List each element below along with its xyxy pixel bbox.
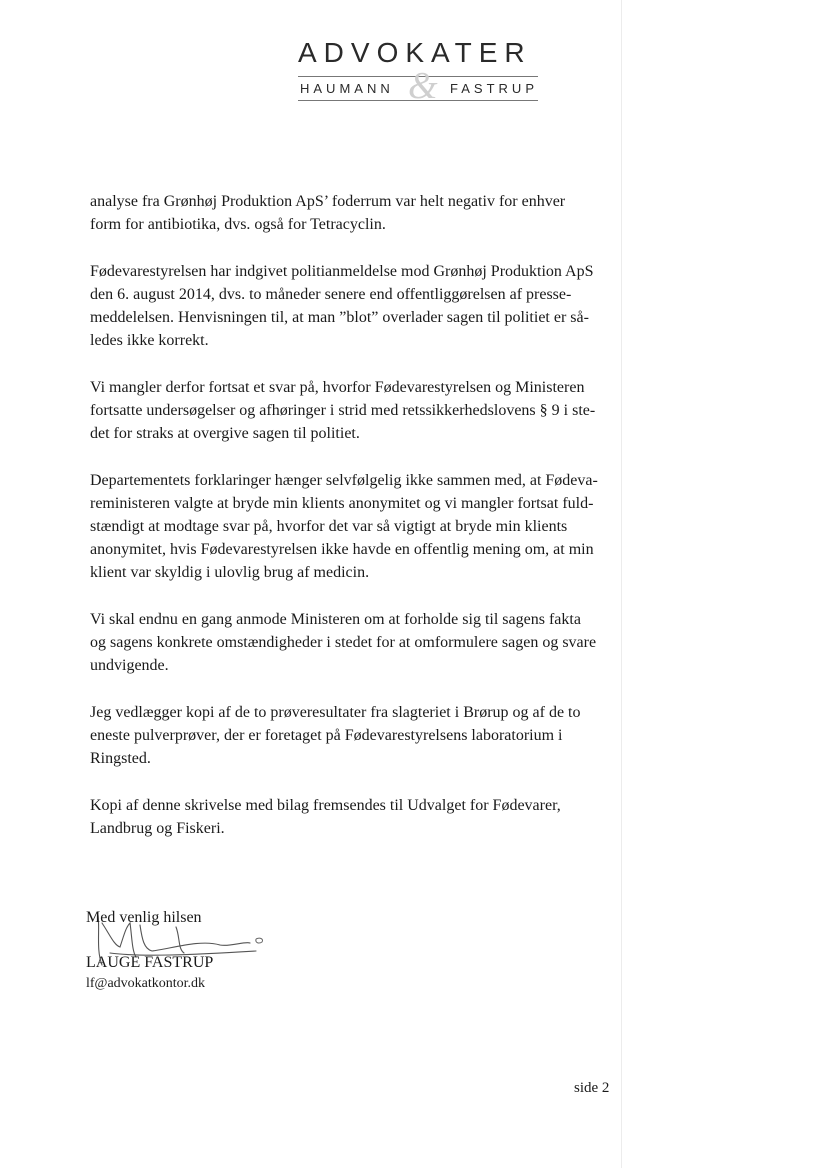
paragraph-line: Vi skal endnu en gang anmode Ministeren om at forholde sig til sagens fakta — [90, 611, 581, 628]
paragraph-line: Ringsted. — [90, 750, 151, 767]
paragraph-line: det for straks at overgive sagen til politiet. — [90, 425, 360, 442]
paragraph-line: fortsatte undersøgelser og afhøringer i strid med retssikkerhedslovens § 9 i ste- — [90, 402, 596, 419]
letterhead — [298, 36, 538, 106]
paragraph — [90, 701, 620, 770]
page-edge-shadow — [621, 0, 622, 1168]
sender-name: LAUGE FASTRUP — [86, 954, 214, 971]
paragraph-line: analyse fra Grønhøj Produktion ApS’ foderrum var helt negativ for enhver — [90, 193, 566, 210]
paragraph-line: eneste pulverprøver, der er foretaget på Fødevarestyrelsens laboratorium i — [90, 727, 563, 744]
paragraph — [90, 260, 620, 352]
paragraph-line: Departementets forklaringer hænger selvfølgelig ikke sammen med, at Fødeva- — [90, 472, 598, 489]
page-number: side 2 — [574, 1080, 610, 1096]
paragraph-line: klient var skyldig i ulovlig brug af medicin. — [90, 564, 370, 581]
paragraph-line: meddelelsen. Henvisningen til, at man ”blot” overlader sagen til politiet er så- — [90, 309, 589, 326]
letter-closing — [86, 906, 213, 994]
paragraph — [90, 794, 620, 840]
letterhead-ampersand: & — [408, 65, 438, 107]
paragraph-line: anonymitet, hvis Fødevarestyrelsen ikke havde en offentlig mening om, at min — [90, 541, 594, 558]
letterhead-name-right: FASTRUP — [450, 81, 538, 96]
letterhead-name-left: HAUMANN — [300, 81, 394, 96]
paragraph-line: Landbrug og Fiskeri. — [90, 820, 225, 837]
paragraph-line: Fødevarestyrelsen har indgivet politianmeldelse mod Grønhøj Produktion ApS — [90, 263, 594, 280]
sender-email: lf@advokatkontor.dk — [86, 976, 206, 991]
paragraph-line: og sagens konkrete omstændigheder i stedet for at omformulere sagen og svare — [90, 634, 597, 651]
paragraph-line: ledes ikke korrekt. — [90, 332, 209, 349]
paragraph-line: Kopi af denne skrivelse med bilag fremsendes til Udvalget for Fødevarer, — [90, 797, 561, 814]
paragraph — [90, 190, 620, 236]
paragraph-line: reministeren valgte at bryde min klients anonymitet og vi mangler fortsat fuld- — [90, 495, 594, 512]
paragraph — [90, 608, 620, 677]
paragraph-line: stændigt at modtage svar på, hvorfor det var så vigtigt at bryde min klients — [90, 518, 568, 535]
paragraph-line: Jeg vedlægger kopi af de to prøveresultater fra slagteriet i Brørup og af de to — [90, 704, 581, 721]
paragraph-line: form for antibiotika, dvs. også for Tetracyclin. — [90, 216, 386, 233]
closing-greeting: Med venlig hilsen — [86, 909, 202, 926]
paragraph-line: den 6. august 2014, dvs. to måneder senere end offentliggørelsen af presse- — [90, 286, 572, 303]
paragraph-line: undvigende. — [90, 657, 169, 674]
paragraph — [90, 469, 620, 584]
paragraph — [90, 376, 620, 445]
paragraph-line: Vi mangler derfor fortsat et svar på, hvorfor Fødevarestyrelsen og Ministeren — [90, 379, 585, 396]
letterhead-title: ADVOKATER — [298, 37, 532, 68]
letter-body — [90, 190, 620, 864]
letterhead-firm-names — [298, 65, 538, 107]
